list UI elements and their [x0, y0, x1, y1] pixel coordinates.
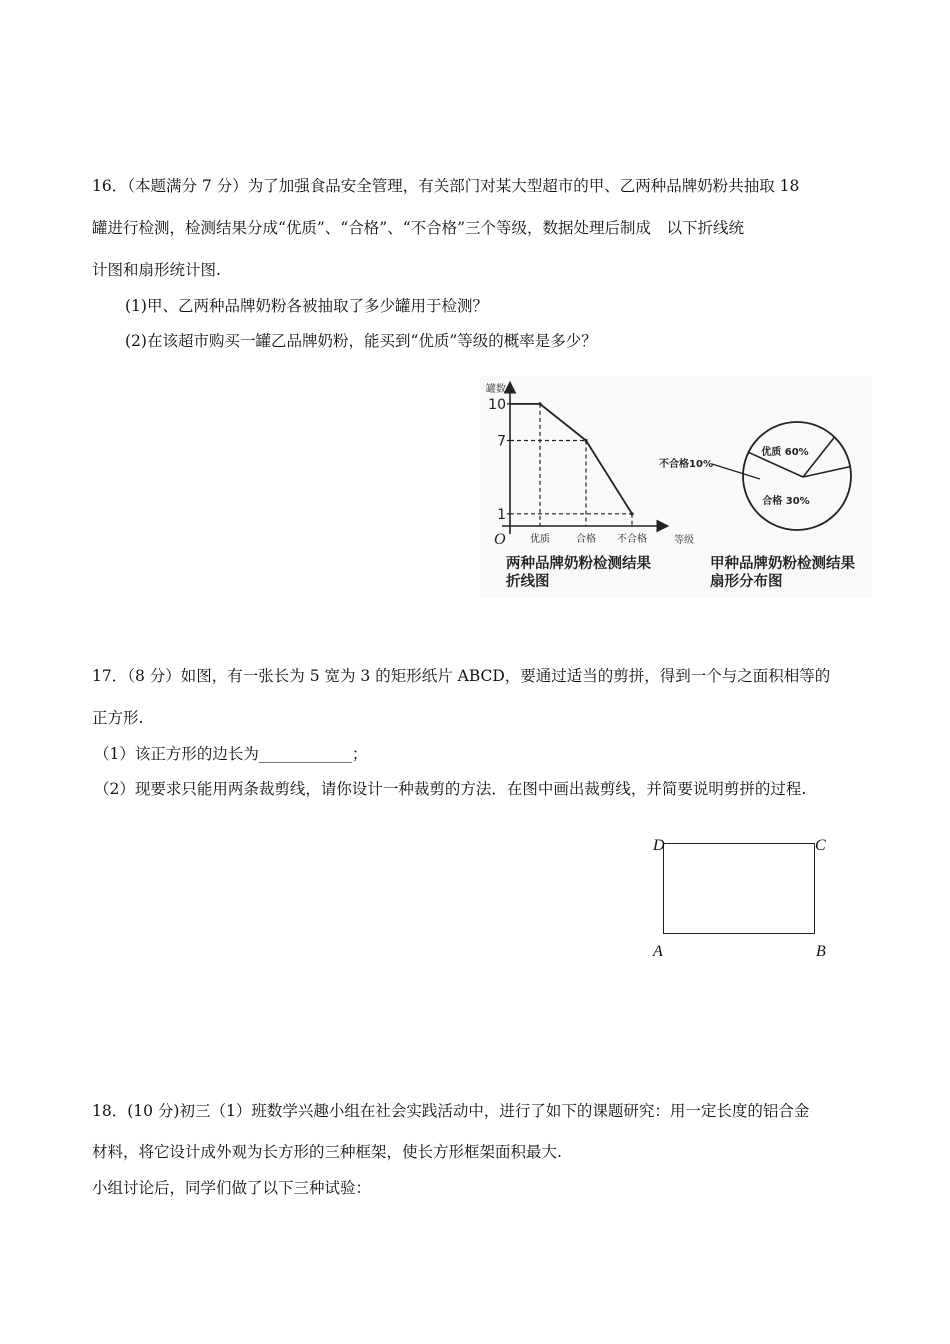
vertex-label-a: A: [653, 943, 663, 960]
q17-line-2: 正方形.: [92, 709, 144, 727]
q16-figure: [480, 376, 872, 598]
series-line: [510, 404, 632, 514]
data-point: [584, 439, 587, 442]
data-point: [538, 402, 541, 405]
y-axis-label: 罐数: [486, 384, 506, 395]
pie-slice-label: 不合格10%: [659, 459, 713, 470]
q18-line-3: 小组讨论后，同学们做了以下三种试验：: [92, 1179, 372, 1197]
line-chart-caption-1: 两种品牌奶粉检测结果: [506, 556, 651, 572]
vertex-label-c: C: [815, 837, 826, 854]
q18-line-2: 材料，将它设计成外观为长方形的三种框架，使长方形框架面积最大.: [92, 1143, 562, 1161]
q16-line-2: 罐进行检测，检测结果分成“优质”、“合格”、“不合格”三个等级，数据处理后制成 以下折线统: [92, 219, 745, 237]
pie-outline: [743, 422, 851, 530]
q17-line-1: 17．（8 分）如图，有一张长为 5 宽为 3 的矩形纸片 ABCD，要通过适当的剪拼，得到一个与之面积相等的: [92, 667, 831, 685]
pie-slice-label: 合格 30%: [762, 496, 810, 507]
x-tick-label: 合格: [576, 534, 596, 545]
pie-slice-label: 优质 60%: [761, 447, 809, 458]
vertex-label-b: B: [816, 943, 826, 960]
q17-subquestion-1: （1）该正方形的边长为____________；: [94, 745, 368, 763]
pie-chart: [659, 422, 851, 530]
y-tick-label: 10: [488, 396, 506, 413]
q16-subquestion-2: (2)在该超市购买一罐乙品牌奶粉，能买到“优质”等级的概率是多少？: [125, 332, 597, 350]
q16-subquestion-1: (1)甲、乙两种品牌奶粉各被抽取了多少罐用于检测？: [125, 297, 488, 315]
q18-line-1: 18．(10 分)初三（1）班数学兴趣小组在社会实践活动中，进行了如下的课题研究：用一定长度的铝合金: [92, 1102, 810, 1120]
q17-subquestion-2: （2）现要求只能用两条裁剪线，请你设计一种裁剪的方法．在图中画出裁剪线，并简要说明剪拼的过程.: [94, 780, 807, 798]
pie-label-leader: [712, 464, 760, 479]
q16-line-3: 计图和扇形统计图.: [92, 261, 221, 279]
line-chart-caption-2: 折线图: [506, 574, 550, 590]
y-tick-label: 1: [497, 506, 506, 523]
x-tick-label: 优质: [530, 534, 550, 545]
q16-line-1: 16．（本题满分 7 分）为了加强食品安全管理，有关部门对某大型超市的甲、乙两种品牌奶粉共抽取 18: [92, 177, 800, 195]
y-tick-label: 7: [497, 433, 506, 450]
data-point: [630, 512, 633, 515]
rectangle-abcd-figure: [645, 835, 845, 965]
vertex-label-d: D: [653, 837, 665, 854]
x-tick-label: 不合格: [617, 534, 647, 545]
x-axis-label: 等级: [674, 535, 694, 546]
pie-chart-caption-1: 甲种品牌奶粉检测结果: [710, 556, 855, 572]
rectangle-abcd: [663, 843, 815, 934]
origin-label: O: [494, 531, 506, 548]
pie-chart-caption-2: 扇形分布图: [710, 574, 783, 590]
